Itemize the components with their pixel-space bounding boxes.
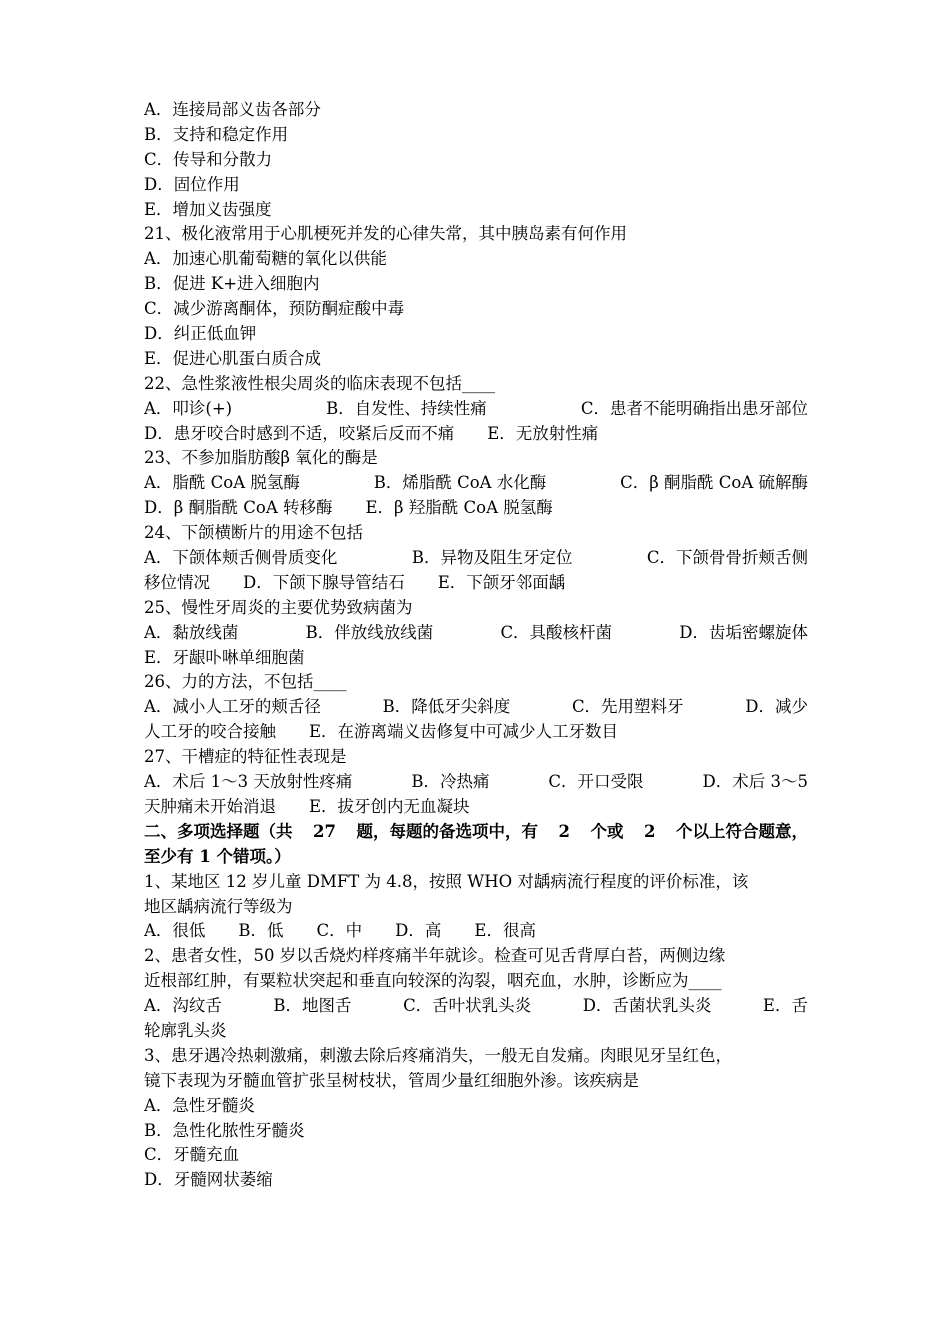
text-line: C．牙髓充血 <box>144 1145 240 1165</box>
text-segment: 2 <box>643 821 656 841</box>
text-segment: B．伴放线放线菌 <box>305 622 434 642</box>
text-line: 21、极化液常用于心肌梗死并发的心律失常，其中胰岛素有何作用 <box>144 224 627 244</box>
text-line <box>144 1044 808 1069</box>
text-line: A．连接局部义齿各部分 <box>144 100 321 119</box>
text-line: C．传导和分散力 <box>144 149 273 169</box>
text-segment: 1、某地区 12 岁儿童 DMFT 为 4.8，按照 WHO 对龋病流行程度的评价标准，该 <box>144 871 749 891</box>
text-segment: 近根部红肿，有粟粒状突起和垂直向较深的沟裂，咽充血，水肿，诊断应为____ <box>144 971 722 991</box>
text-line: D．固位作用 <box>144 174 240 194</box>
text-line: 人工牙的咬合接触 E．在游离端义齿修复中可减少人工牙数目 <box>144 722 619 742</box>
text-line <box>144 471 808 496</box>
text-line: E．牙龈卟啉单细胞菌 <box>144 647 305 667</box>
text-segment: 题，每题的备选项中，有 <box>356 821 538 841</box>
text-segment: A．黏放线菌 <box>144 622 239 642</box>
text-line: B．支持和稳定作用 <box>144 124 289 144</box>
text-line <box>144 621 808 646</box>
text-segment: C．β 酮脂酰 CoA 硫解酶 <box>620 473 808 493</box>
text-line: 27、干槽症的特征性表现是 <box>144 747 347 767</box>
text-line: 22、急性浆液性根尖周炎的临床表现不包括____ <box>144 373 495 393</box>
text-segment: 2、患者女性，50 岁以舌烧灼样疼痛半年就诊。检查可见舌背厚白苔，两侧边缘 <box>144 946 726 966</box>
text-line <box>144 397 808 422</box>
text-line <box>144 695 808 720</box>
text-segment: C．下颌骨骨折颊舌侧 <box>646 548 808 568</box>
text-line: A．急性牙髓炎 <box>144 1095 255 1115</box>
text-line <box>144 770 808 795</box>
text-segment: A．沟纹舌 <box>144 996 222 1016</box>
text-line: 天肿痛未开始消退 E．拔牙创内无血凝块 <box>144 796 470 816</box>
text-line: A．加速心肌葡萄糖的氧化以供能 <box>144 249 387 269</box>
text-line: 轮廓乳头炎 <box>144 1020 227 1040</box>
text-line: E．增加义齿强度 <box>144 199 272 219</box>
text-segment: D．术后 3～5 <box>702 772 808 792</box>
text-segment: C．先用塑料牙 <box>571 697 684 717</box>
text-line: D．牙髓网状萎缩 <box>144 1170 273 1190</box>
text-line: 24、下颌横断片的用途不包括 <box>144 523 363 543</box>
text-segment: A．脂酰 CoA 脱氢酶 <box>144 473 300 493</box>
text-segment: C．开口受限 <box>548 772 644 792</box>
text-segment: A．下颌体颊舌侧骨质变化 <box>144 548 338 568</box>
text-line: B．急性化脓性牙髓炎 <box>144 1120 305 1140</box>
text-segment: B．异物及阻生牙定位 <box>411 548 573 568</box>
text-line: 至少有 1 个错项。） <box>144 846 291 866</box>
text-segment: 3、患牙遇冷热刺激痛，刺激去除后疼痛消失，一般无自发痛。肉眼见牙呈红色， <box>144 1045 732 1065</box>
text-line <box>144 969 808 994</box>
text-segment: 个以上符合题意， <box>675 821 808 841</box>
text-segment: B．冷热痛 <box>411 772 490 792</box>
text-segment: E．舌 <box>762 996 808 1016</box>
text-line <box>144 820 808 845</box>
text-segment: B．降低牙尖斜度 <box>382 697 511 717</box>
text-line: D．患牙咬合时感到不适，咬紧后反而不痛 E．无放射性痛 <box>144 423 599 443</box>
text-segment: A．术后 1～3 天放射性疼痛 <box>144 772 353 792</box>
text-line: 26、力的方法，不包括____ <box>144 672 347 692</box>
text-segment: C．患者不能明确指出患牙部位 <box>580 398 808 418</box>
text-segment: A．减小人工牙的颊舌径 <box>144 697 321 717</box>
text-line: 镜下表现为牙髓血管扩张呈树枝状，管周少量红细胞外渗。该疾病是 <box>144 1070 639 1090</box>
text-line: C．减少游离酮体，预防酮症酸中毒 <box>144 299 405 319</box>
text-line <box>144 994 808 1019</box>
text-segment: 个或 <box>590 821 624 841</box>
text-segment: D．舌菌状乳头炎 <box>582 996 712 1016</box>
text-segment: C．舌叶状乳头炎 <box>403 996 532 1016</box>
text-segment: B．烯脂酰 CoA 水化酶 <box>373 473 547 493</box>
text-line: 地区龋病流行等级为 <box>144 896 293 916</box>
text-line <box>144 546 808 571</box>
text-line: B．促进 K+进入细胞内 <box>144 274 320 294</box>
text-line <box>144 870 808 895</box>
text-segment: 2 <box>558 821 570 841</box>
document-page <box>144 98 808 1193</box>
text-line: D．纠正低血钾 <box>144 324 257 344</box>
text-segment: A．叩诊(+) <box>144 398 233 418</box>
text-segment: 二、多项选择题（共 <box>144 821 293 841</box>
text-segment: B．地图舌 <box>273 996 352 1016</box>
text-line: E．促进心肌蛋白质合成 <box>144 348 322 368</box>
text-line: 23、不参加脂肪酸β 氧化的酶是 <box>144 448 378 468</box>
text-segment: B．自发性、持续性痛 <box>326 398 487 418</box>
text-line: A．很低 B．低 C．中 D．高 E．很高 <box>144 921 536 941</box>
text-segment: 27 <box>313 821 336 841</box>
text-line <box>144 944 808 969</box>
text-segment: D．齿垢密螺旋体 <box>679 622 808 642</box>
text-segment: D．减少 <box>745 697 808 717</box>
text-line: D．β 酮脂酰 CoA 转移酶 E．β 羟脂酰 CoA 脱氢酶 <box>144 498 553 518</box>
text-line: 25、慢性牙周炎的主要优势致病菌为 <box>144 597 413 617</box>
text-segment: C．具酸核杆菌 <box>500 622 613 642</box>
text-line: 移位情况 D．下颌下腺导管结石 E．下颌牙邻面龋 <box>144 572 566 592</box>
